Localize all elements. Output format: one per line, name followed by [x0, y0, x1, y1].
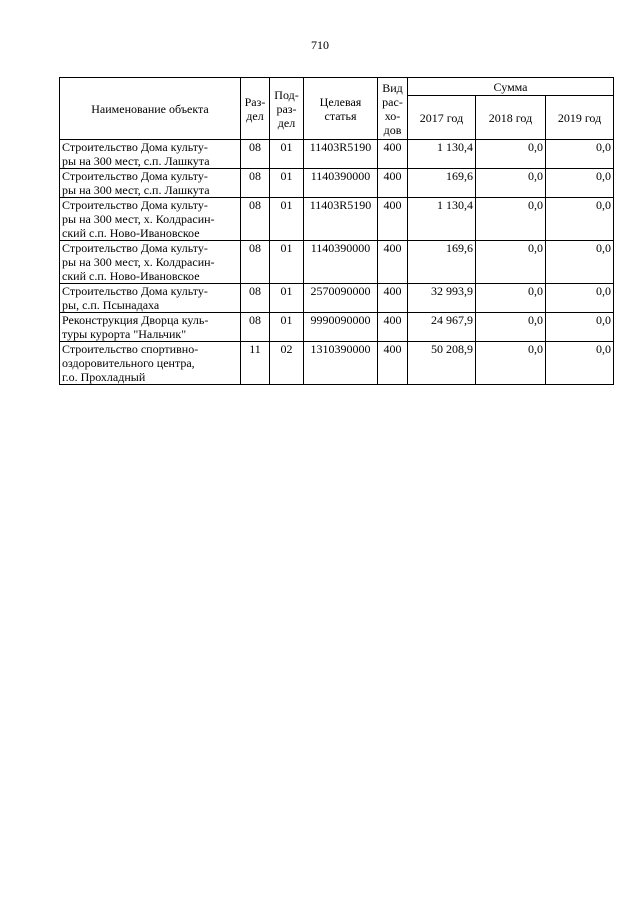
cell-celevaya-statya: 1140390000: [304, 169, 378, 198]
cell-celevaya-statya: 2570090000: [304, 284, 378, 313]
cell-object-name: Строительство спортивно- оздоровительного центра, г.о. Прохладный: [60, 342, 241, 385]
cell-sum-2019: 0,0: [546, 284, 614, 313]
cell-sum-2017: 50 208,9: [408, 342, 476, 385]
cell-vid-rashodov: 400: [378, 140, 408, 169]
cell-object-name: Строительство Дома культу- ры на 300 мест, с.п. Лашкута: [60, 169, 241, 198]
header-razdel: Раз- дел: [241, 78, 270, 140]
cell-sum-2018: 0,0: [476, 284, 546, 313]
header-summa: Сумма: [408, 78, 614, 96]
cell-sum-2019: 0,0: [546, 342, 614, 385]
cell-sum-2017: 32 993,9: [408, 284, 476, 313]
cell-celevaya-statya: 11403R5190: [304, 198, 378, 241]
cell-podrazdel: 01: [270, 169, 304, 198]
header-celevaya-statya: Целевая статья: [304, 78, 378, 140]
header-year-2019: 2019 год: [546, 96, 614, 140]
cell-sum-2017: 169,6: [408, 241, 476, 284]
header-podrazdel: Под- раз- дел: [270, 78, 304, 140]
table-body: [60, 140, 614, 385]
cell-sum-2019: 0,0: [546, 313, 614, 342]
cell-sum-2017: 1 130,4: [408, 140, 476, 169]
header-name: Наименование объекта: [60, 78, 241, 140]
budget-table: [59, 77, 614, 385]
table-row: [60, 241, 614, 284]
cell-razdel: 08: [241, 140, 270, 169]
cell-podrazdel: 01: [270, 313, 304, 342]
cell-object-name: Реконструкция Дворца куль- туры курорта "Нальчик": [60, 313, 241, 342]
cell-sum-2018: 0,0: [476, 313, 546, 342]
cell-sum-2017: 1 130,4: [408, 198, 476, 241]
cell-razdel: 08: [241, 313, 270, 342]
cell-razdel: 08: [241, 241, 270, 284]
cell-celevaya-statya: 1140390000: [304, 241, 378, 284]
cell-podrazdel: 01: [270, 241, 304, 284]
table-row: [60, 313, 614, 342]
cell-object-name: Строительство Дома культу- ры на 300 мест, х. Колдрасин- ский с.п. Ново-Ивановское: [60, 198, 241, 241]
cell-celevaya-statya: 9990090000: [304, 313, 378, 342]
cell-sum-2019: 0,0: [546, 140, 614, 169]
cell-vid-rashodov: 400: [378, 241, 408, 284]
page-number: 710: [311, 38, 329, 52]
cell-vid-rashodov: 400: [378, 342, 408, 385]
cell-razdel: 08: [241, 284, 270, 313]
cell-sum-2018: 0,0: [476, 140, 546, 169]
cell-sum-2017: 24 967,9: [408, 313, 476, 342]
cell-vid-rashodov: 400: [378, 284, 408, 313]
cell-sum-2019: 0,0: [546, 241, 614, 284]
header-vid-rashodov: Вид рас- хо- дов: [378, 78, 408, 140]
cell-podrazdel: 01: [270, 284, 304, 313]
table-row: [60, 169, 614, 198]
cell-sum-2017: 169,6: [408, 169, 476, 198]
cell-vid-rashodov: 400: [378, 198, 408, 241]
header-year-2017: 2017 год: [408, 96, 476, 140]
cell-celevaya-statya: 11403R5190: [304, 140, 378, 169]
cell-sum-2018: 0,0: [476, 342, 546, 385]
table-row: [60, 198, 614, 241]
table-row: [60, 140, 614, 169]
cell-object-name: Строительство Дома культу- ры на 300 мест, х. Колдрасин- ский с.п. Ново-Ивановское: [60, 241, 241, 284]
cell-sum-2018: 0,0: [476, 198, 546, 241]
cell-razdel: 08: [241, 169, 270, 198]
cell-vid-rashodov: 400: [378, 169, 408, 198]
table-row: [60, 342, 614, 385]
cell-podrazdel: 02: [270, 342, 304, 385]
cell-sum-2019: 0,0: [546, 169, 614, 198]
cell-sum-2018: 0,0: [476, 169, 546, 198]
cell-sum-2018: 0,0: [476, 241, 546, 284]
table-row: [60, 284, 614, 313]
cell-vid-rashodov: 400: [378, 313, 408, 342]
cell-object-name: Строительство Дома культу- ры, с.п. Псынадаха: [60, 284, 241, 313]
cell-object-name: Строительство Дома культу- ры на 300 мест, с.п. Лашкута: [60, 140, 241, 169]
cell-razdel: 08: [241, 198, 270, 241]
cell-podrazdel: 01: [270, 198, 304, 241]
header-year-2018: 2018 год: [476, 96, 546, 140]
cell-sum-2019: 0,0: [546, 198, 614, 241]
cell-razdel: 11: [241, 342, 270, 385]
cell-celevaya-statya: 1310390000: [304, 342, 378, 385]
cell-podrazdel: 01: [270, 140, 304, 169]
